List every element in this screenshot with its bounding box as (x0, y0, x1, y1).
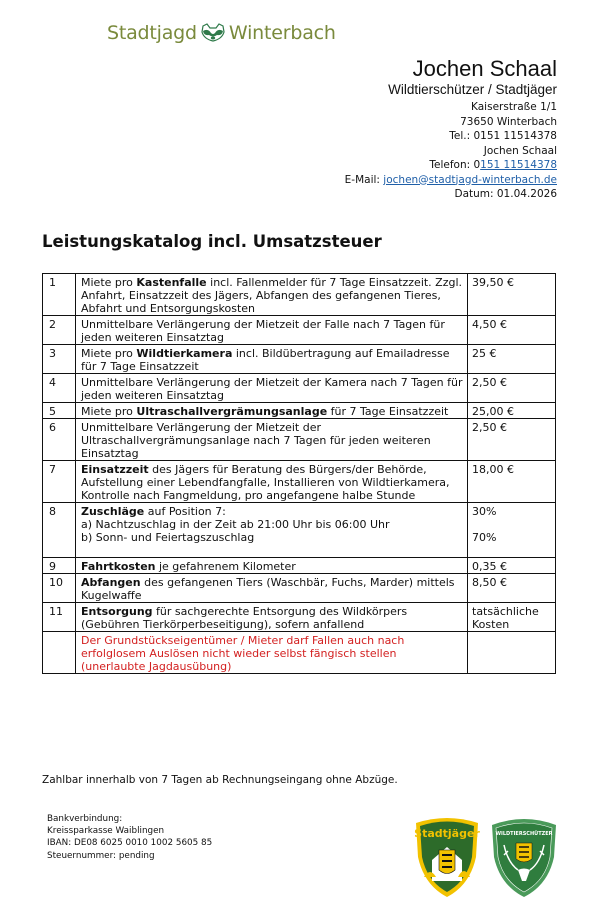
row-number: 1 (43, 274, 76, 316)
row-number: 6 (43, 419, 76, 461)
description-keyword: Entsorgung (81, 605, 153, 618)
row-price: 2,50 € (468, 374, 556, 403)
row-price: 39,50 € (468, 274, 556, 316)
row-number: 9 (43, 558, 76, 574)
empty-cell (468, 632, 556, 674)
logo-text-left: Stadtjagd (107, 22, 197, 44)
row-price: 8,50 € (468, 574, 556, 603)
service-catalog-table (42, 273, 556, 674)
bank-details (47, 813, 212, 862)
bank-label: Bankverbindung: (47, 814, 123, 824)
row-description (76, 316, 468, 345)
description-text: für sachgerechte Entsorgung des Wildkörpers (Gebühren Tierkörperbeseitigung), sofern anfallend (81, 605, 408, 631)
sender-email (345, 173, 557, 188)
row-description (76, 603, 468, 632)
table-row (43, 316, 556, 345)
row-number: 5 (43, 403, 76, 419)
row-description (76, 558, 468, 574)
description-keyword: Wildtierkamera (136, 347, 233, 360)
row-description (76, 274, 468, 316)
description-keyword: Fahrtkosten (81, 560, 156, 573)
page-title: Leistungskatalog incl. Umsatzsteuer (42, 232, 382, 251)
row-description (76, 503, 468, 558)
sender-name: Jochen Schaal (412, 56, 557, 81)
sender-contact-name: Jochen Schaal (483, 144, 557, 157)
badges (412, 815, 562, 900)
empty-cell (43, 632, 76, 674)
description-text: Unmittelbare Verlängerung der Mietzeit der Kamera nach 7 Tagen für jeden weiteren Einsatztag (81, 376, 463, 402)
row-price: tatsächliche Kosten (468, 603, 556, 632)
row-number: 11 (43, 603, 76, 632)
surcharge-night: a) Nachtzuschlag in der Zeit ab 21:00 Uhr bis 06:00 Uhr (81, 518, 390, 531)
description-text: des gefangenen Tiers (Waschbär, Fuchs, Marder) mittels Kugelwaffe (81, 576, 455, 602)
raccoon-icon (200, 23, 226, 43)
wildtierschuetzer-badge-icon (492, 819, 556, 897)
row-description (76, 461, 468, 503)
description-text: je gefahrenem Kilometer (155, 560, 296, 573)
description-text: incl. Fallenmelder für 7 Tage Einsatzzeit. Zzgl. Anfahrt, Einsatzzeit des Jägers, Abfangen des gefangenen Tieres, Abfahrt und Entsorgungskosten (81, 276, 463, 315)
description-text: Unmittelbare Verlängerung der Mietzeit der Falle nach 7 Tagen für jeden weiteren Einsatztag (81, 318, 445, 344)
description-text: Miete pro (81, 405, 137, 418)
sender-city: 73650 Winterbach (460, 115, 557, 128)
row-price (468, 503, 556, 558)
description-keyword: Einsatzzeit (81, 463, 149, 476)
table-row (43, 461, 556, 503)
telefon-link[interactable]: 151 11514378 (480, 159, 557, 171)
row-price: 25 € (468, 345, 556, 374)
row-description (76, 374, 468, 403)
description-text: Unmittelbare Verlängerung der Mietzeit der Ultraschallvergrämungsanlage nach 7 Tagen für jeden weiteren Einsatztag (81, 421, 431, 460)
description-keyword: Zuschläge (81, 505, 145, 518)
row-description (76, 574, 468, 603)
surcharge-night-rate: 30% (472, 505, 497, 518)
table-row (43, 274, 556, 316)
table-row (43, 503, 556, 558)
telefon-label: Telefon: 0 (429, 159, 481, 171)
row-number: 3 (43, 345, 76, 374)
row-price: 18,00 € (468, 461, 556, 503)
table-row (43, 345, 556, 374)
description-keyword: Ultraschallvergrämungsanlage (136, 405, 328, 418)
row-number: 10 (43, 574, 76, 603)
table-row (43, 574, 556, 603)
legal-note: Der Grundstückseigentümer / Mieter darf Fallen auch nach erfolglosem Auslösen nicht wieder selbst fängisch stellen (unerlaubte Jagdausübung) (76, 632, 468, 674)
sender-role: Wildtierschützer / Stadtjäger (388, 82, 557, 97)
table-row (43, 603, 556, 632)
row-price: 4,50 € (468, 316, 556, 345)
logo-text-right: Winterbach (228, 22, 336, 44)
email-label: E-Mail: (344, 173, 384, 186)
row-number: 8 (43, 503, 76, 558)
note-row (43, 632, 556, 674)
row-price: 2,50 € (468, 419, 556, 461)
surcharge-holiday-rate: 70% (472, 531, 497, 544)
email-link[interactable]: jochen@stadtjagd-winterbach.de (383, 173, 557, 186)
description-text: Miete pro (81, 276, 137, 289)
description-text: auf Position 7: (144, 505, 226, 518)
row-number: 2 (43, 316, 76, 345)
description-keyword: Abfangen (81, 576, 141, 589)
document-date: Datum: 01.04.2026 (454, 188, 557, 200)
description-text: Miete pro (81, 347, 137, 360)
row-number: 4 (43, 374, 76, 403)
description-text: incl. Bildübertragung auf Emailadresse für 7 Tage Einsatzzeit (81, 347, 450, 373)
table-row (43, 419, 556, 461)
row-price: 0,35 € (468, 558, 556, 574)
description-keyword: Kastenfalle (136, 276, 207, 289)
surcharge-holiday: b) Sonn- und Feiertagszuschlag (81, 531, 255, 544)
wildtierschuetzer-badge-text: WILDTIERSCHÜTZER (495, 831, 553, 837)
table-row (43, 558, 556, 574)
bank-name: Kreissparkasse Waiblingen (47, 826, 165, 837)
sender-block (345, 56, 557, 202)
description-text: des Jägers für Beratung des Bürgers/der Behörde, Aufstellung einer Lebendfangfalle, Installieren von Wildtierkamera, Kontrolle nach Fangmeldung, pro angefangene halbe Stunde (81, 463, 450, 502)
tax-number: Steuernummer: pending (47, 850, 155, 861)
description-text: für 7 Tage Einsatzzeit (327, 405, 449, 418)
row-price: 25,00 € (468, 403, 556, 419)
table-row (43, 374, 556, 403)
row-description (76, 419, 468, 461)
row-description (76, 345, 468, 374)
stadtjaeger-badge-icon (414, 818, 480, 897)
sender-telefon (345, 158, 557, 173)
sender-street: Kaiserstraße 1/1 (471, 101, 557, 113)
stadtjaeger-badge-text: Stadtjäger (414, 827, 480, 840)
bank-iban: IBAN: DE08 6025 0010 1002 5605 85 (47, 838, 213, 849)
row-number: 7 (43, 461, 76, 503)
payment-terms: Zahlbar innerhalb von 7 Tagen ab Rechnungseingang ohne Abzüge. (42, 774, 398, 786)
table-row (43, 403, 556, 419)
sender-tel: Tel.: 0151 11514378 (449, 130, 557, 142)
company-logo (107, 22, 336, 44)
row-description (76, 403, 468, 419)
